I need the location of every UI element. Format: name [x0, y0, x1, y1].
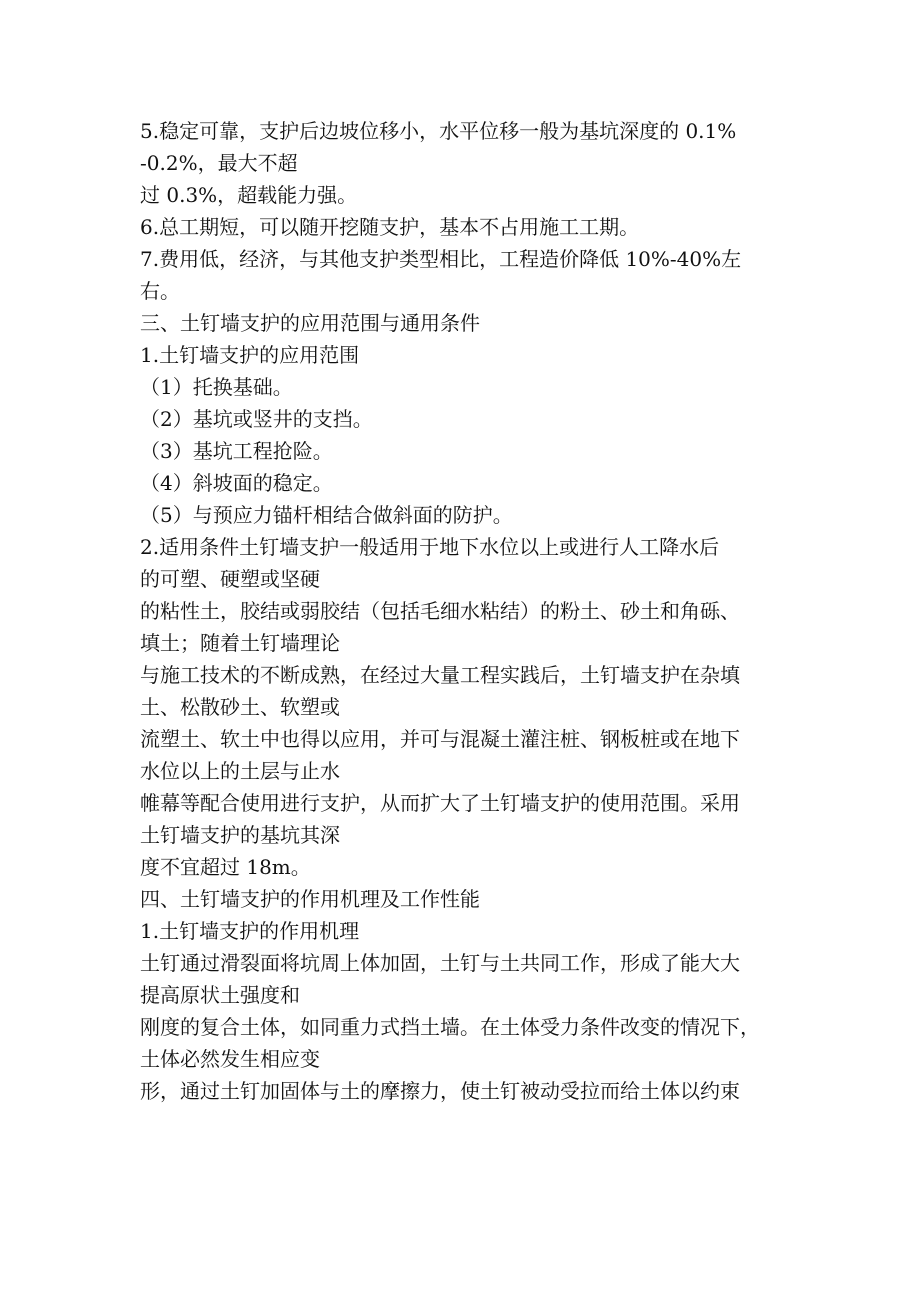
list-item: （1）托换基础。 — [140, 375, 293, 399]
text-line: 提高原状土强度和 — [140, 983, 300, 1007]
text-line: -0.2%，最大不超 — [140, 151, 298, 175]
text-line: 形，通过土钉加固体与土的摩擦力，使土钉被动受拉而给土体以约束 — [140, 1079, 740, 1103]
text-line: 流塑土、软土中也得以应用，并可与混凝土灌注桩、钢板桩或在地下 — [140, 727, 740, 751]
text-line: 度不宜超过 18m。 — [140, 855, 311, 879]
subsection-heading: 1.土钉墙支护的作用机理 — [140, 919, 360, 943]
text-line: 5.稳定可靠，支护后边坡位移小，水平位移一般为基坑深度的 0.1% — [140, 119, 737, 143]
section-heading: 四、土钉墙支护的作用机理及工作性能 — [140, 887, 480, 911]
section-heading: 三、土钉墙支护的应用范围与通用条件 — [140, 311, 480, 335]
text-line: 右。 — [140, 279, 180, 303]
list-item: （5）与预应力锚杆相结合做斜面的防护。 — [140, 503, 513, 527]
text-line: 土、松散砂土、软塑或 — [140, 695, 340, 719]
text-line: 土钉通过滑裂面将坑周上体加固，土钉与土共同工作，形成了能大大 — [140, 951, 740, 975]
text-line: 6.总工期短，可以随开挖随支护，基本不占用施工工期。 — [140, 215, 640, 239]
text-line: 土体必然发生相应变 — [140, 1047, 320, 1071]
text-line: 7.费用低，经济，与其他支护类型相比，工程造价降低 10%-40%左 — [140, 247, 742, 271]
text-line: 与施工技术的不断成熟，在经过大量工程实践后，土钉墙支护在杂填 — [140, 663, 740, 687]
text-line: 填土；随着土钉墙理论 — [140, 631, 340, 655]
text-line: 过 0.3%，超载能力强。 — [140, 183, 358, 207]
list-item: （3）基坑工程抢险。 — [140, 439, 333, 463]
text-line: 刚度的复合土体，如同重力式挡土墙。在土体受力条件改变的情况下， — [140, 1015, 760, 1039]
subsection-heading: 1.土钉墙支护的应用范围 — [140, 343, 360, 367]
text-line: 的可塑、硬塑或坚硬 — [140, 567, 320, 591]
text-line: 帷幕等配合使用进行支护，从而扩大了土钉墙支护的使用范围。采用 — [140, 791, 740, 815]
document-body — [140, 115, 800, 1107]
text-line: 水位以上的土层与止水 — [140, 759, 340, 783]
list-item: （4）斜坡面的稳定。 — [140, 471, 333, 495]
text-line: 2.适用条件土钉墙支护一般适用于地下水位以上或进行人工降水后 — [140, 535, 720, 559]
text-line: 的粘性土，胶结或弱胶结（包括毛细水粘结）的粉土、砂土和角砾、 — [140, 599, 740, 623]
text-line: 土钉墙支护的基坑其深 — [140, 823, 340, 847]
list-item: （2）基坑或竖井的支挡。 — [140, 407, 373, 431]
